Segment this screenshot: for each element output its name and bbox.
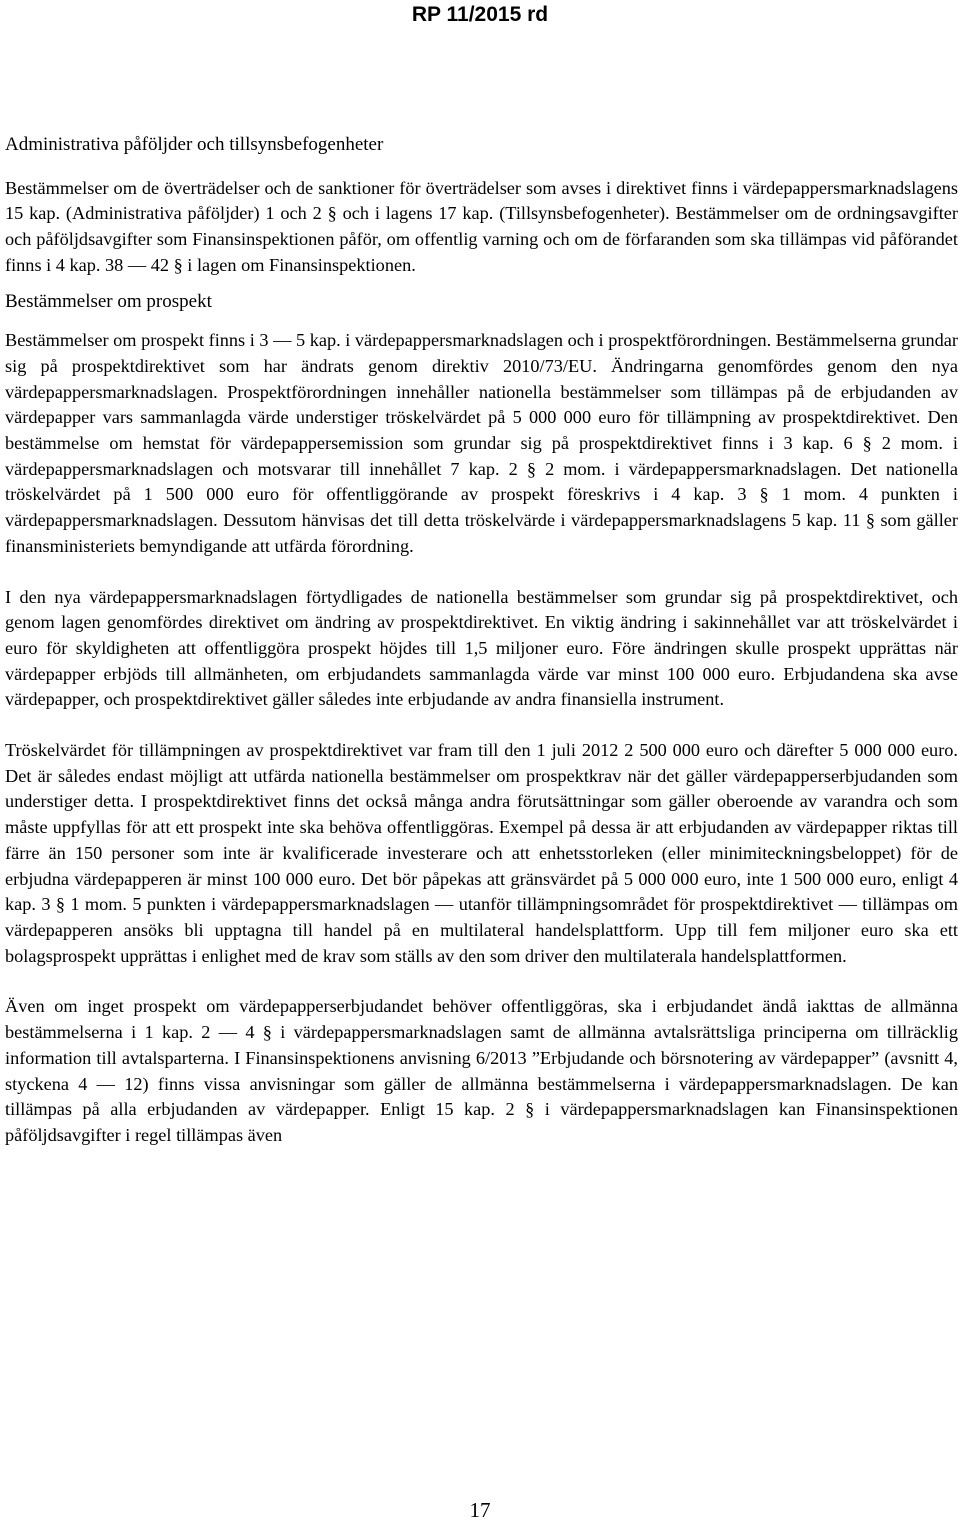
paragraph-general-provisions: Även om inget prospekt om värdepapperserbjudandet behöver offentliggöras, ska i erbjudandet ändå iakttas de allmänna bestämmelserna i 1 kap. 2 — 4 § i värdepappersmarknadslagen samt de allmänna avtalsrättsliga principerna om tillräcklig information till avtalsparterna. I Finansinspektionens anvisning 6/2013 ”Erbjudande och börsnotering av värdepapper” (avsnitt 4, styckena 4 — 12) finns vissa anvisningar som gäller de allmänna bestämmelserna i värdepappersmarknadslagen. De kan tillämpas på alla erbjudanden av värdepapper. Enligt 15 kap. 2 § i värdepappersmarknadslagen kan Finansinspektionen påföljdsavgifter i regel tillämpas även bbox=[5, 996, 958, 1145]
paragraph-new-securities-law: I den nya värdepappersmarknadslagen förtydligades de nationella bestämmelser som grundar sig på prospektdirektivet, och genom lagen genomfördes direktivet om ändring av prospektdirektivet. En viktig ändring i sakinnehållet var att tröskelvärdet i euro för skyldigheten att offentliggöra prospekt höjdes till 1,5 miljoner euro. Före ändringen skulle prospekt upprättas när värdepapper erbjöds till allmänheten, om erbjudandets sammanlagda värde var minst 100 000 euro. Erbjudandena ska avse värdepapper, och prospektdirektivet gäller således inte erbjudande av andra finansiella instrument. bbox=[5, 586, 958, 710]
document-reference: RP 11/2015 rd bbox=[411, 3, 549, 26]
paragraph-sanctions: Bestämmelser om de överträdelser och de sanktioner för överträdelser som avses i direktivet finns i värdepappersmarknadslagens 15 kap. (Administrativa påföljder) 1 och 2 § och i lagens 17 kap. (Tillsynsbefogenheter). Bestämmelser om de ordningsavgifter och påföljdsavgifter som Finansinspektionen påför, om offentlig varning och om de förfaranden som ska tillämpas vid påförandet finns i 4 kap. 38 — 42 § i lagen om Finansinspektionen. bbox=[5, 177, 958, 275]
paragraph-prospectus-rules: Bestämmelser om prospekt finns i 3 — 5 kap. i värdepappersmarknadslagen och i prospektförordningen. Bestämmelserna grundar sig på prospektdirektivet som har ändrats genom direktiv 2010/73/EU. Ändringarna genomfördes genom den nya värdepappersmarknadslagen. Prospektförordningen innehåller nationella bestämmelser som tillämpas på de erbjudanden av värdepapper vars sammanlagda värde understiger tröskelvärdet på 5 000 000 euro för tillämpning av prospektdirektivet. Den bestämmelse om hemstat för värdepappersemission som grundar sig på prospektdirektivet finns i 3 kap. 6 § 2 mom. i värdepappersmarknadslagen och motsvarar till innehållet 7 kap. 2 § 2 mom. i värdepappersmarknadslagen. Det nationella tröskelvärdet på 1 500 000 euro för offentliggörande av prospekt föreskrivs i 4 kap. 3 § 1 mom. 4 punkten i värdepappersmarknadslagen. Dessutom hänvisas det till detta tröskelvärde i värdepappersmarknadslagens 5 kap. 11 § som gäller finansministeriets bemyndigande att utfärda förordning. bbox=[5, 330, 958, 556]
paragraph-threshold: Tröskelvärdet för tillämpningen av prospektdirektivet var fram till den 1 juli 2012 2 500 000 euro och därefter 5 000 000 euro. Det är således endast möjligt att utfärda nationella bestämmelser om prospektkrav när det gäller värdepapperserbjudanden som understiger detta. I prospektdirektivet finns det också många andra förutsättningar som gäller oberoende av varandra och som måste uppfyllas för att ett prospekt inte ska behöva offentliggöras. Exempel på dessa är att erbjudanden av värdepapper riktas till färre än 150 personer som inte är kvalificerade investerare och att enhetsstorleken (eller minimiteckningsbeloppet) för de erbjudna värdepapperen är minst 100 000 euro. Det bör påpekas att gränsvärdet på 5 000 000 euro, inte 1 500 000 euro, enligt 4 kap. 3 § 1 mom. 5 punkten i värdepappersmarknadslagen — utanför tillämpningsområdet för prospektdirektivet — tillämpas om värdepapperen ansöks bli upptagna till handel på en multilateral handelsplattform. Upp till fem miljoner euro ska ett bolagsprospekt upprättas i enlighet med de krav som ställs av den som driver den multilaterala handelsplattformen. bbox=[5, 740, 958, 966]
page-number: 17 bbox=[469, 1498, 491, 1522]
section-heading-prospectus: Bestämmelser om prospekt bbox=[5, 290, 212, 312]
document-body bbox=[5, 132, 958, 1174]
section-heading-administrative-sanctions: Administrativa påföljder och tillsynsbefogenheter bbox=[5, 134, 384, 155]
